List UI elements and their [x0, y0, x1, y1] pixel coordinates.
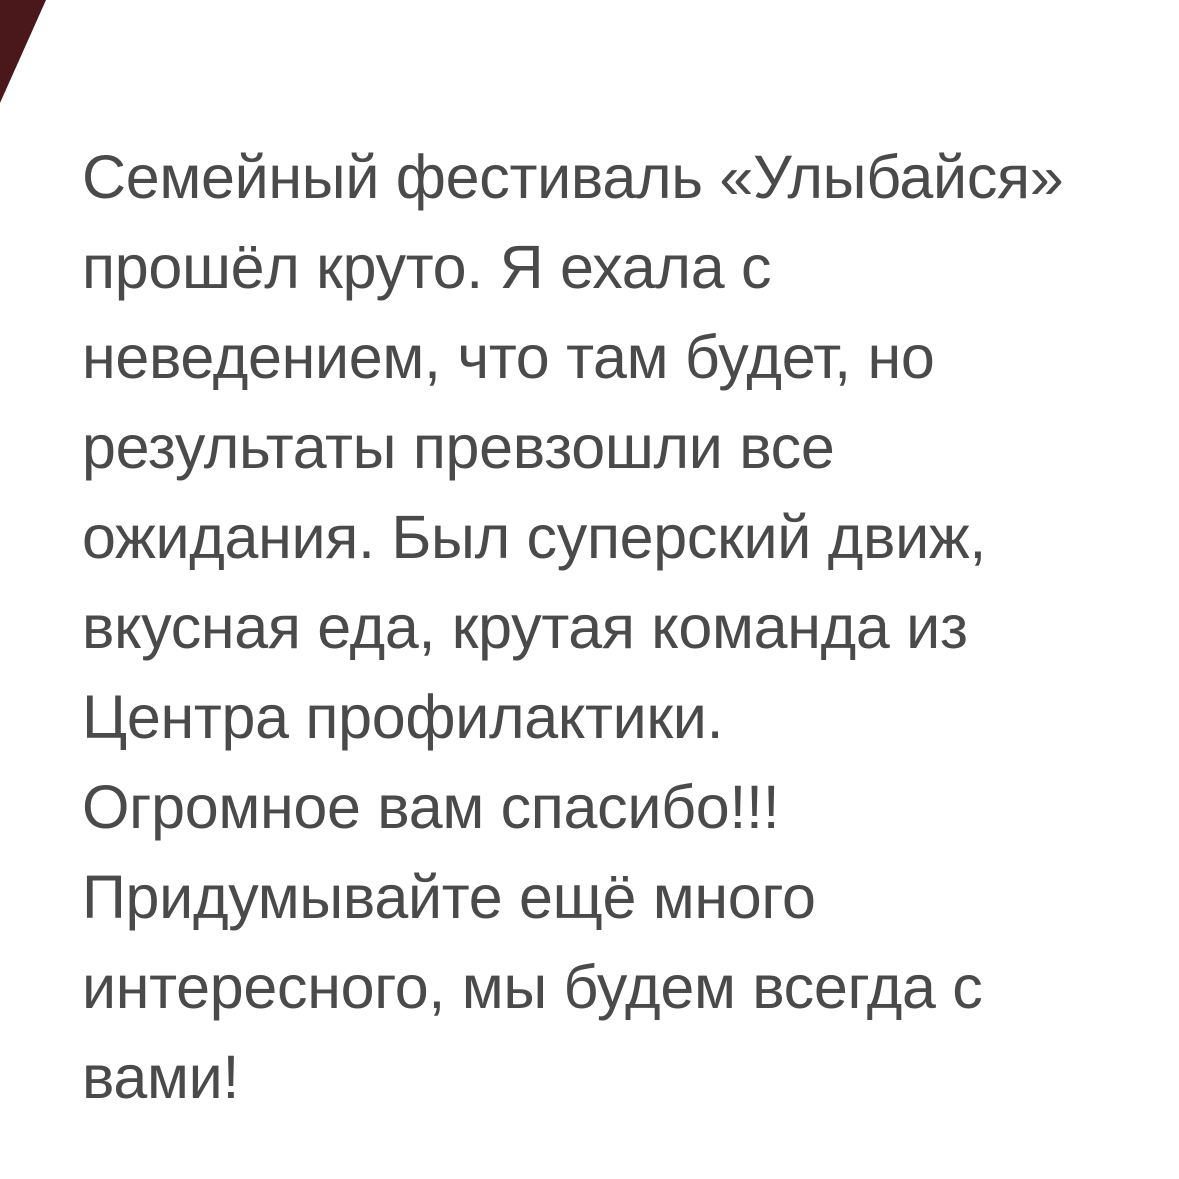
review-line: Придумывайте ещё много	[82, 863, 816, 931]
review-line: интересного, мы будем всегда с	[82, 953, 983, 1021]
review-line: прошёл круто. Я ехала с	[82, 233, 772, 301]
review-line: неведением, что там будет, но	[82, 323, 935, 391]
review-line: Центра профилактики.	[82, 683, 724, 751]
review-line: вами!	[82, 1043, 240, 1111]
review-line: Огромное вам спасибо!!!	[82, 773, 780, 841]
review-line: Семейный фестиваль «Улыбайся»	[82, 143, 1064, 211]
review-line: результаты превзошли все	[82, 413, 835, 481]
review-line: вкусная еда, крутая команда из	[82, 593, 968, 661]
photo-corner-triangle	[0, 0, 46, 103]
review-line: ожидания. Был суперский движ,	[82, 503, 987, 571]
review-text-block	[82, 132, 1122, 1122]
